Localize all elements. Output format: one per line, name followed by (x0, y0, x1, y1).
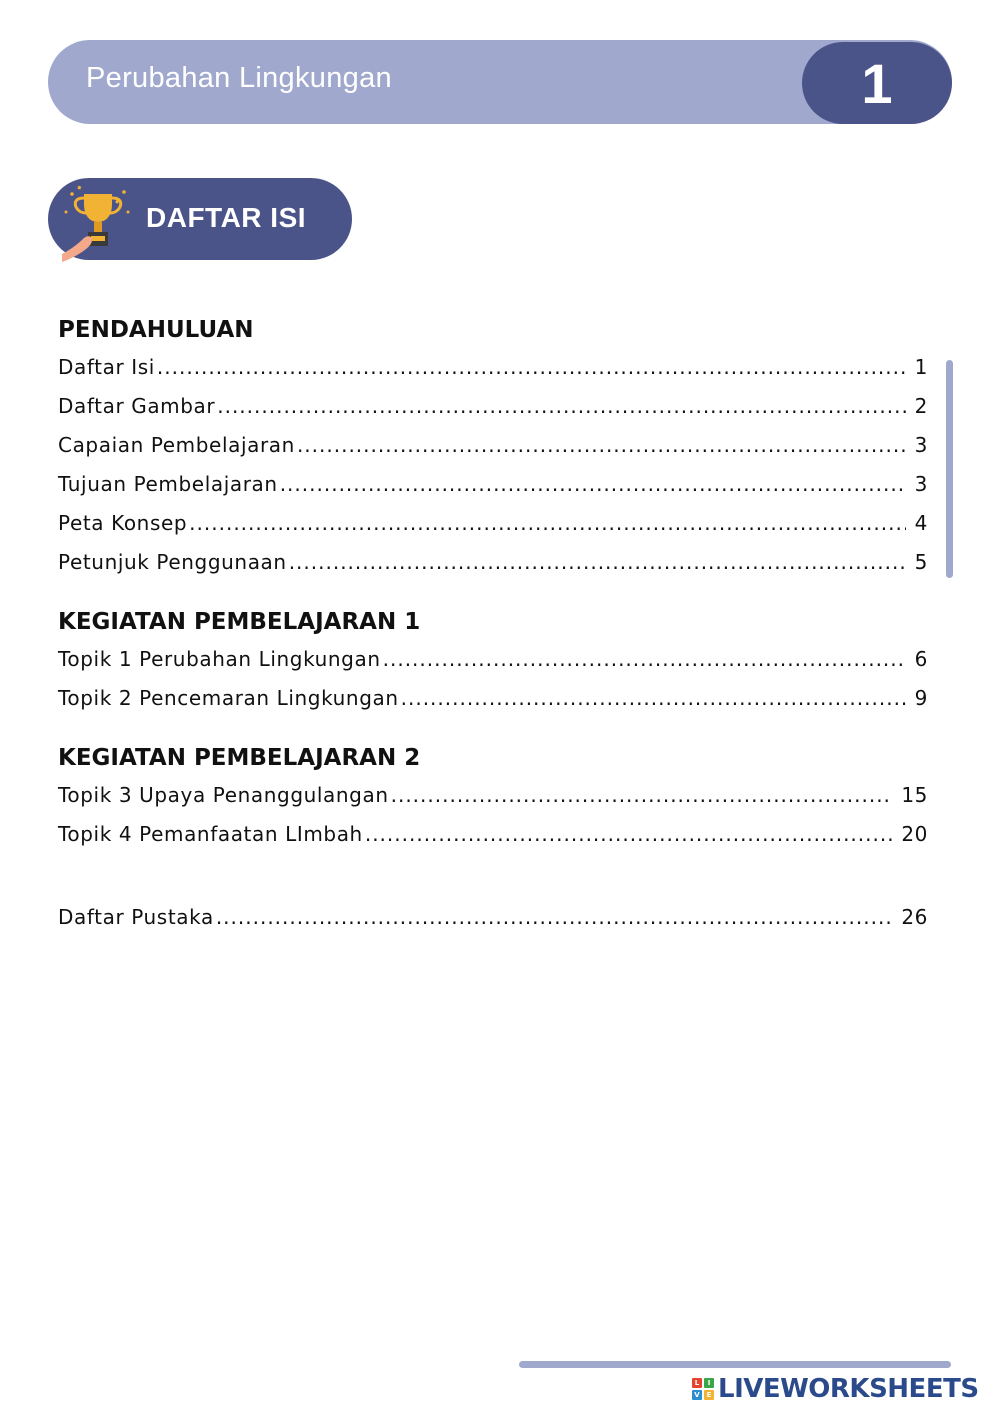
dot-leader (383, 640, 906, 679)
dot-leader (217, 387, 906, 426)
logo-blocks-icon: L I V E (692, 1378, 714, 1400)
chapter-header (48, 40, 952, 124)
toc-title: DAFTAR ISI (146, 202, 307, 233)
chapter-title: Perubahan Lingkungan (86, 62, 392, 94)
dot-leader (280, 465, 906, 504)
dot-leader (401, 679, 906, 718)
bottom-accent-rule (519, 1361, 951, 1368)
trophy-icon (58, 182, 138, 262)
toc-entry[interactable] (58, 543, 928, 582)
toc-entry-label: Petunjuk Penggunaan (58, 550, 287, 574)
toc-entry[interactable] (58, 640, 928, 679)
toc-entry[interactable] (58, 387, 928, 426)
liveworksheets-logo (692, 1374, 979, 1404)
toc-entry[interactable] (58, 504, 928, 543)
toc-entry-page: 6 (914, 647, 928, 671)
table-of-contents (58, 312, 928, 937)
toc-entry-page: 5 (914, 550, 928, 574)
toc-entry-label: Topik 3 Upaya Penanggulangan (58, 783, 389, 807)
toc-entry[interactable] (58, 679, 928, 718)
toc-entry-label: Topik 1 Perubahan Lingkungan (58, 647, 381, 671)
toc-entry-page: 1 (914, 355, 928, 379)
toc-entry-page: 9 (914, 686, 928, 710)
chapter-number: 1 (802, 42, 952, 124)
toc-entry[interactable] (58, 465, 928, 504)
toc-entry-label: Tujuan Pembelajaran (58, 472, 278, 496)
toc-badge (48, 178, 352, 260)
dot-leader (157, 348, 906, 387)
dot-leader (289, 543, 906, 582)
toc-entry-label: Daftar Gambar (58, 394, 216, 418)
toc-entry-page: 15 (901, 783, 928, 807)
dot-leader (391, 776, 894, 815)
toc-entry-label: Topik 2 Pencemaran Lingkungan (58, 686, 399, 710)
section-heading-kegiatan-2: KEGIATAN PEMBELAJARAN 2 (58, 745, 421, 771)
toc-entry-label: Peta Konsep (58, 511, 188, 535)
toc-entry[interactable] (58, 426, 928, 465)
toc-entry-page: 2 (914, 394, 928, 418)
dot-leader (189, 504, 906, 543)
dot-leader (216, 898, 894, 937)
toc-entry[interactable] (58, 348, 928, 387)
section-heading-pendahuluan: PENDAHULUAN (58, 317, 254, 343)
toc-entry-page: 20 (901, 822, 928, 846)
toc-entry-page: 4 (914, 511, 928, 535)
toc-entry-page: 26 (901, 905, 928, 929)
toc-entry-label: Capaian Pembelajaran (58, 433, 295, 457)
toc-entry-page: 3 (914, 433, 928, 457)
section-heading-kegiatan-1: KEGIATAN PEMBELAJARAN 1 (58, 609, 421, 635)
toc-entry-label: Daftar Pustaka (58, 905, 214, 929)
toc-entry[interactable] (58, 776, 928, 815)
toc-entry-label: Daftar Isi (58, 355, 155, 379)
toc-entry-page: 3 (914, 472, 928, 496)
toc-entry[interactable] (58, 815, 928, 854)
toc-entry-label: Topik 4 Pemanfaatan LImbah (58, 822, 363, 846)
brand-text: LIVEWORKSHEETS (718, 1374, 979, 1404)
dot-leader (297, 426, 906, 465)
side-accent-rule (946, 360, 953, 578)
toc-entry-references[interactable] (58, 898, 928, 937)
dot-leader (365, 815, 894, 854)
